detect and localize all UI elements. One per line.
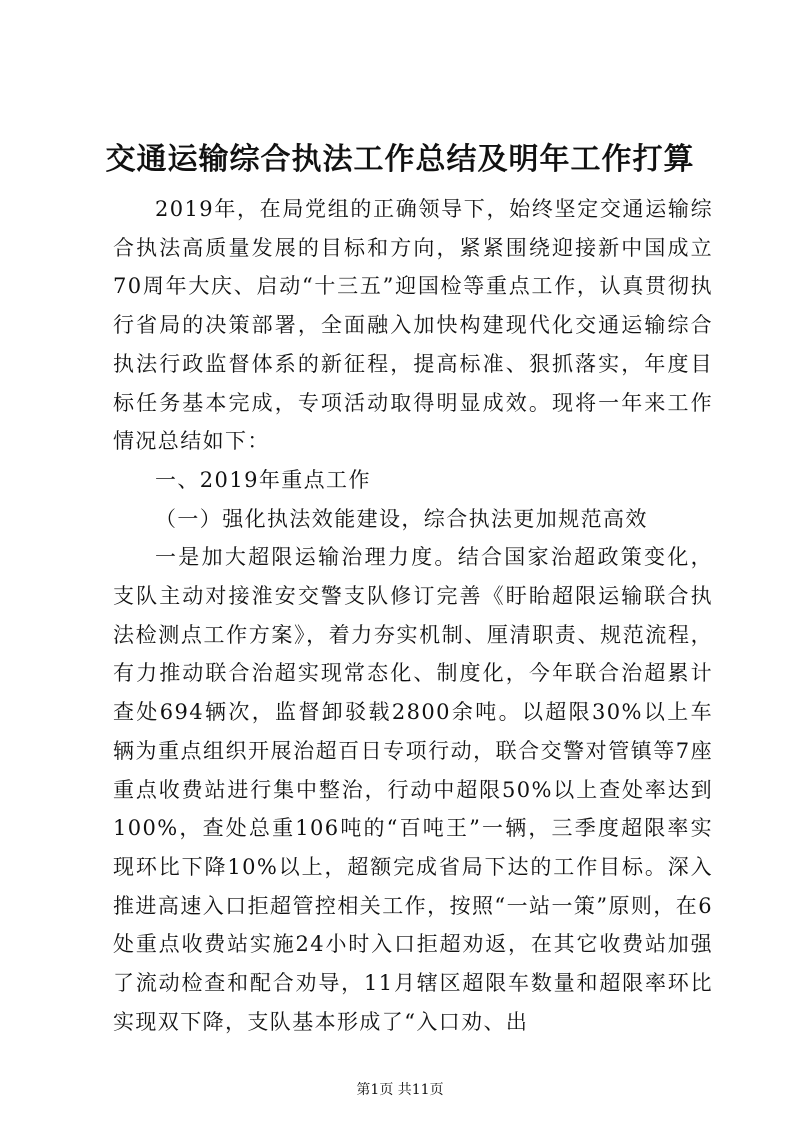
subsection-heading: （一）强化执法效能建设，综合执法更加规范高效 [155, 506, 648, 531]
paragraph-intro: 2019年，在局党组的正确领导下，始终坚定交通运输综合执法高质量发展的目标和方向，紧紧围绕迎接新中国成立70周年大庆、启动“十三五”迎国检等重点工作，认真贯彻执行省局的决策部署，全面融入加快构建现代化交通运输综合执法行政监督体系的新征程，提高标准、狠抓落实，年度目标任务基本完成，专项活动取得明显成效。现将一年来工作情况总结如下： [113, 197, 713, 454]
page-number-footer: 第1页 共11页 [356, 1082, 444, 1098]
paragraph-overload-governance: 一是加大超限运输治理力度。结合国家治超政策变化，支队主动对接淮安交警支队修订完善《盱眙超限运输联合执法检测点工作方案》，着力夯实机制、厘清职责、规范流程，有力推动联合治超实现常态化、制度化，今年联合治超累计查处694辆次，监督卸驳载2800余吨。以超限30%以上车辆为重点组织开展治超百日专项行动，联合交警对管镇等7座重点收费站进行集中整治，行动中超限50%以上查处率达到100%，查处总重106吨的“百吨王”一辆，三季度超限率实现环比下降10%以上，超额完成省局下达的工作目标。深入推进高速入口拒超管控相关工作，按照“一站一策”原则，在6处重点收费站实施24小时入口拒超劝返，在其它收费站加强了流动检查和配合劝导，11月辖区超限车数量和超限率环比实现双下降，支队基本形成了“入口劝、出 [113, 545, 713, 1034]
section-heading: 一、2019年重点工作 [155, 467, 371, 492]
document-title: 交通运输综合执法工作总结及明年工作打算 [105, 142, 695, 177]
document-body [113, 190, 713, 1041]
